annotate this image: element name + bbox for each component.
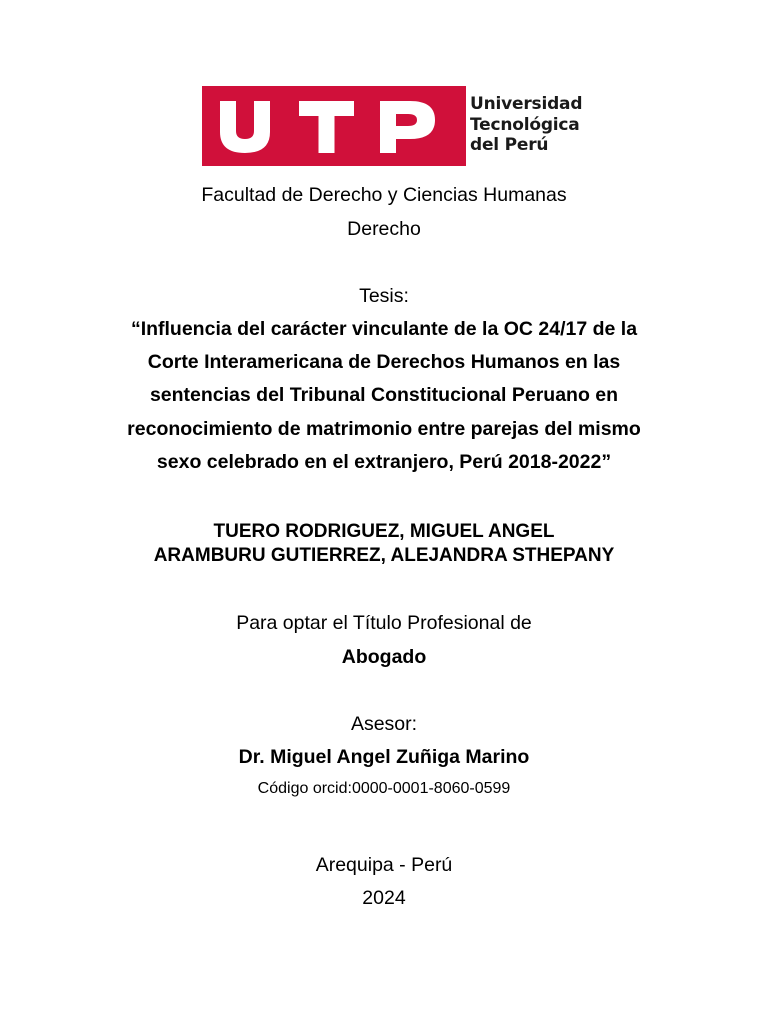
degree-intro: Para optar el Título Profesional de xyxy=(236,612,532,634)
utp-logo-icon xyxy=(202,86,466,166)
logo-name-line-3: del Perú xyxy=(470,135,549,155)
thesis-title-line-2: Corte Interamericana de Derechos Humanos en las xyxy=(147,351,621,373)
thesis-title-line-4: reconocimiento de matrimonio entre parejas del mismo xyxy=(127,418,641,440)
author-2: ARAMBURU GUTIERREZ, ALEJANDRA STHEPANY xyxy=(153,545,615,566)
year: 2024 xyxy=(362,887,406,909)
logo-name-line-2: Tecnológica xyxy=(470,114,580,135)
degree-title: Abogado xyxy=(341,646,427,668)
advisor-orcid: Código orcid:0000-0001-8060-0599 xyxy=(257,780,511,797)
thesis-title-line-5: sexo celebrado en el extranjero, Perú 2018-2022” xyxy=(156,451,612,473)
advisor-label: Asesor: xyxy=(350,713,418,735)
location: Arequipa - Perú xyxy=(315,854,453,876)
advisor-name: Dr. Miguel Angel Zuñiga Marino xyxy=(238,746,530,768)
thesis-title-line-1: “Influencia del carácter vinculante de la OC 24/17 de la xyxy=(130,318,638,340)
thesis-label: Tesis: xyxy=(359,285,409,307)
logo-name-line-1: Universidad xyxy=(470,94,583,114)
program-name: Derecho xyxy=(347,218,421,240)
faculty-name: Facultad de Derecho y Ciencias Humanas xyxy=(201,184,567,206)
thesis-title-line-3: sentencias del Tribunal Constitucional Peruano en xyxy=(149,384,619,406)
author-1: TUERO RODRIGUEZ, MIGUEL ANGEL xyxy=(213,521,555,542)
utp-logo-wordmark xyxy=(470,94,582,156)
